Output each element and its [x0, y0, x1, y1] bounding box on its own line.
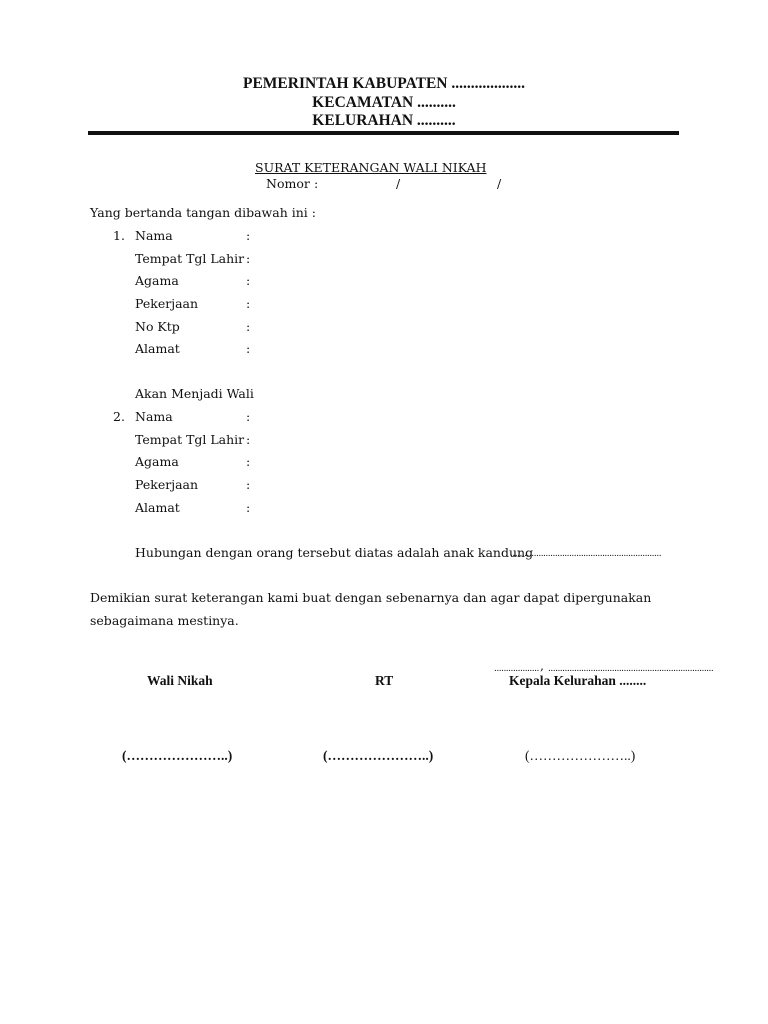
signature-title-rt: RT [375, 673, 394, 688]
akan-menjadi-wali: Akan Menjadi Wali [135, 386, 254, 401]
signature-name-rt: (…………………..) [323, 748, 434, 763]
s2-colon-agama: : [246, 454, 251, 469]
place-dots: ................... [494, 664, 539, 674]
signature-name-kelurahan: (…………………..) [525, 748, 636, 763]
s1-colon-nama: : [246, 228, 251, 243]
s1-field-pekerjaan: Pekerjaan [135, 296, 199, 311]
s1-colon-alamat: : [246, 341, 251, 356]
signature-title-kelurahan: Kepala Kelurahan ........ [509, 673, 647, 688]
section-2-number: 2. [113, 409, 125, 424]
s2-colon-alamat: : [246, 500, 251, 515]
header-village: KELURAHAN .......... [312, 112, 456, 129]
s2-colon-nama: : [246, 409, 251, 424]
s2-field-agama: Agama [135, 454, 179, 469]
hubungan-text: Hubungan dengan orang tersebut diatas adalah anak kandung [135, 545, 534, 560]
signature-title-wali: Wali Nikah [147, 673, 213, 688]
s2-field-ttl: Tempat Tgl Lahir [135, 432, 245, 447]
nomor-slash-1: / [396, 176, 401, 191]
document-title: SURAT KETERANGAN WALI NIKAH [255, 160, 487, 175]
nomor-label: Nomor [266, 176, 310, 191]
date-dots: ...................................................................... [548, 664, 714, 674]
nomor-colon: : [314, 176, 319, 191]
header-divider [88, 131, 679, 135]
s2-field-nama: Nama [135, 409, 173, 424]
s2-colon-pekerjaan: : [246, 477, 251, 492]
s1-colon-pekerjaan: : [246, 296, 251, 311]
s1-field-nama: Nama [135, 228, 173, 243]
s2-field-alamat: Alamat [135, 500, 180, 515]
s1-colon-noktp: : [246, 319, 251, 334]
nomor-slash-2: / [497, 176, 502, 191]
section-1-number: 1. [113, 228, 125, 243]
header-district: KECAMATAN .......... [312, 94, 456, 111]
place-date-comma: , [540, 658, 544, 673]
intro-text: Yang bertanda tangan dibawah ini : [90, 205, 316, 220]
s2-field-pekerjaan: Pekerjaan [135, 477, 199, 492]
s1-field-ttl: Tempat Tgl Lahir [135, 251, 245, 266]
s1-field-agama: Agama [135, 273, 179, 288]
s1-field-alamat: Alamat [135, 341, 180, 356]
closing-line-2: sebagaimana mestinya. [90, 613, 239, 628]
s1-colon-agama: : [246, 273, 251, 288]
s2-colon-ttl: : [246, 432, 251, 447]
s1-field-noktp: No Ktp [135, 319, 180, 334]
signature-name-wali: (…………………..) [122, 748, 233, 763]
closing-line-1: Demikian surat keterangan kami buat dengan sebenarnya dan agar dapat dipergunakan [90, 590, 652, 605]
hubungan-dots: ................................................................ [510, 549, 662, 559]
header-government: PEMERINTAH KABUPATEN ................... [242, 75, 526, 92]
s1-colon-ttl: : [246, 251, 251, 266]
